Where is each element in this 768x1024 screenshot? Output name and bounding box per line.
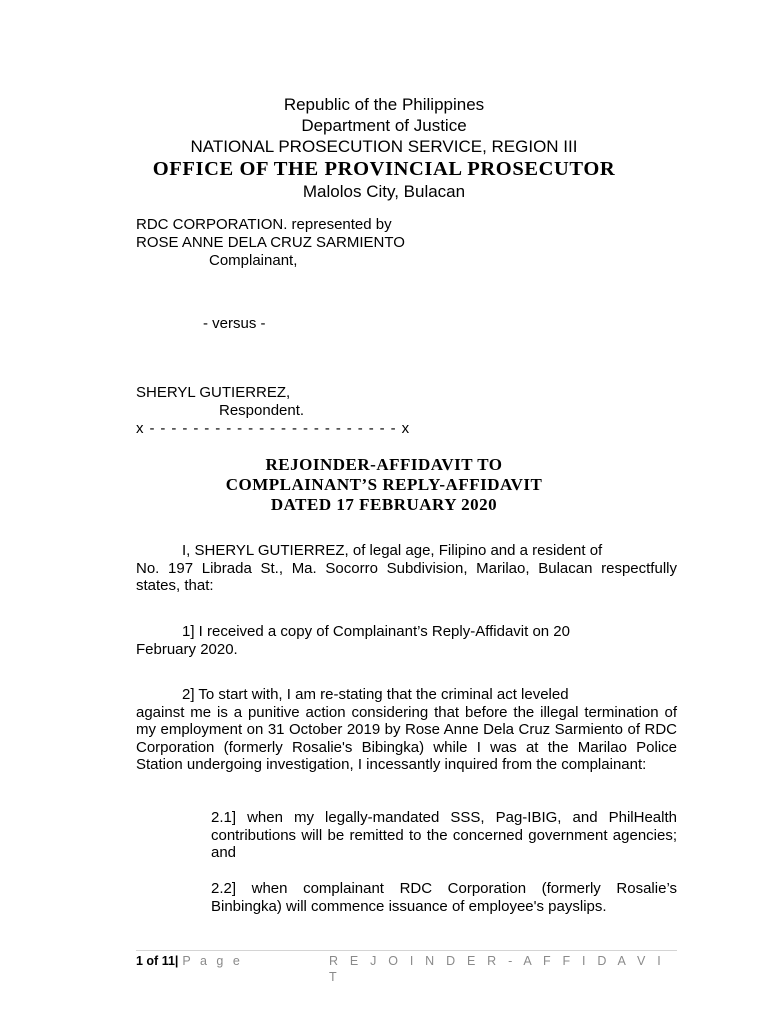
paragraph-1-rest: February 2020. bbox=[136, 640, 238, 658]
title-line-1: REJOINDER-AFFIDAVIT TO bbox=[265, 455, 503, 474]
document-title bbox=[0, 455, 768, 515]
subparagraph-2-2: 2.2] when complainant RDC Corporation (formerly Rosalie’s Binbingka) will commence issuance of employee's payslips. bbox=[211, 880, 677, 915]
complainant-block bbox=[136, 216, 556, 270]
complainant-line-1: RDC CORPORATION. represented by bbox=[136, 216, 392, 233]
footer-page-number: 1 of 11| bbox=[136, 954, 179, 968]
complainant-role: Complainant, bbox=[209, 252, 298, 269]
respondent-name: SHERYL GUTIERREZ, bbox=[136, 384, 291, 401]
title-line-2: COMPLAINANT’S REPLY-AFFIDAVIT bbox=[225, 475, 543, 494]
header-office: OFFICE OF THE PROVINCIAL PROSECUTOR bbox=[152, 158, 616, 180]
intro-paragraph bbox=[136, 542, 677, 595]
page-footer bbox=[136, 953, 677, 984]
versus-label: - versus - bbox=[203, 315, 266, 332]
respondent-block bbox=[136, 384, 304, 420]
paragraph-1 bbox=[136, 623, 677, 658]
document-header bbox=[0, 94, 768, 202]
paragraph-2-rest: against me is a punitive action considering that before the illegal termination of my employment on 31 October 2019 by Rose Anne Dela Cruz Sarmiento of RDC Corporation (formerly Rosalie's Bibingka) while I was at the Marilao Police Station undergoing investigation, I incessantly inquired from the complainant: bbox=[136, 703, 677, 774]
paragraph-2-first-line: 2] To start with, I am re-stating that the criminal act leveled bbox=[182, 686, 569, 703]
subparagraph-2-1: 2.1] when my legally-mandated SSS, Pag-IBIG, and PhilHealth contributions will be remitted to the concerned government agencies; and bbox=[211, 809, 677, 862]
header-service-region: NATIONAL PROSECUTION SERVICE, REGION III bbox=[190, 137, 578, 156]
header-republic: Republic of the Philippines bbox=[283, 95, 485, 114]
complainant-line-2: ROSE ANNE DELA CRUZ SARMIENTO bbox=[136, 234, 405, 251]
paragraph-2 bbox=[136, 686, 677, 774]
intro-first-line: I, SHERYL GUTIERREZ, of legal age, Filipino and a resident of bbox=[182, 542, 603, 559]
intro-rest: No. 197 Librada St., Ma. Socorro Subdivision, Marilao, Bulacan respectfully states, that: bbox=[136, 559, 677, 595]
footer-document-label: R E J O I N D E R - A F F I D A V I T bbox=[329, 954, 665, 984]
respondent-role: Respondent. bbox=[219, 402, 305, 419]
footer-page-label: P a g e bbox=[182, 954, 243, 968]
footer-divider bbox=[136, 950, 677, 951]
paragraph-1-first-line: 1] I received a copy of Complainant’s Reply-Affidavit on 20 bbox=[182, 623, 570, 640]
header-department: Department of Justice bbox=[301, 116, 467, 135]
header-city: Malolos City, Bulacan bbox=[302, 182, 466, 201]
caption-separator: x - - - - - - - - - - - - - - - - - - - - - - - x bbox=[136, 420, 411, 437]
title-line-3: DATED 17 FEBRUARY 2020 bbox=[270, 495, 498, 514]
